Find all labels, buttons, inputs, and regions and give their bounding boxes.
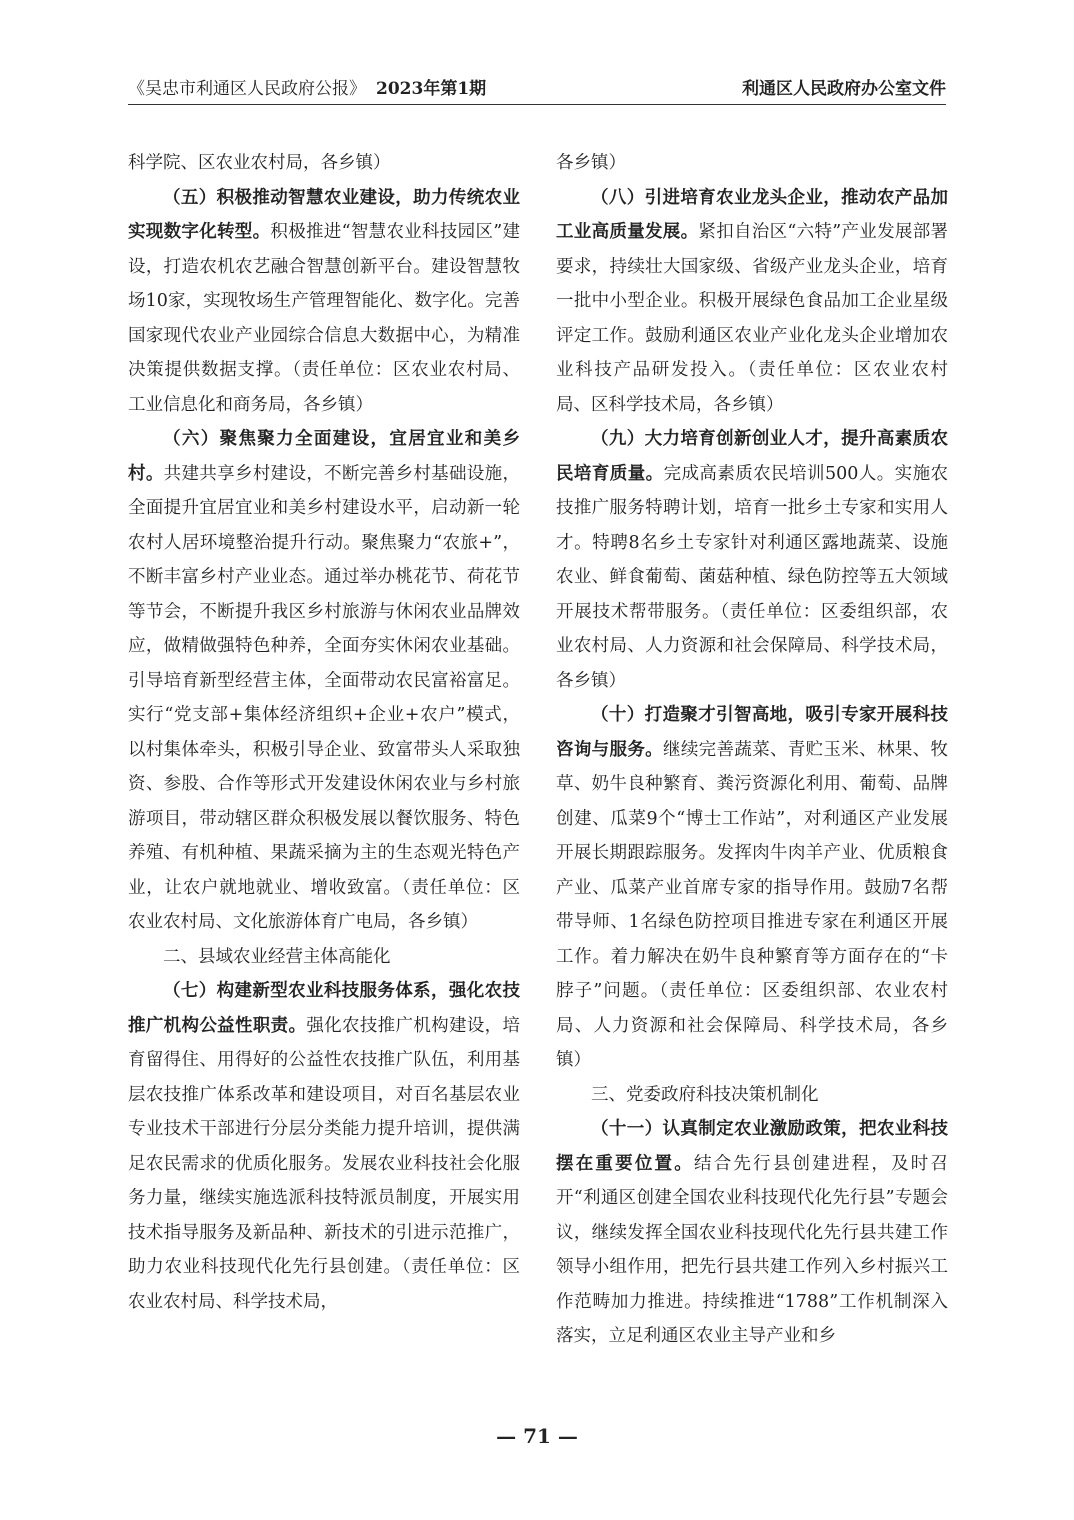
paragraph (128, 422, 520, 940)
page-number: — 71 — (496, 1424, 578, 1448)
section-heading: 三、党委政府科技决策机制化 (591, 1084, 819, 1105)
right-column (556, 146, 948, 1354)
paragraph (128, 181, 520, 423)
item-heading: （十一）认真制定农业激励政策，把农业科技摆在重要位置。 (556, 1119, 948, 1174)
office-label: 利通区人民政府办公室文件 (742, 79, 946, 99)
left-column (128, 146, 520, 1319)
item-body: 完成高素质农民培训500人。实施农技推广服务特聘计划，培育一批乡土专家和实用人才。特聘8名乡土专家针对利通区露地蔬菜、设施农业、鲜食葡萄、菌菇种植、绿色防控等五大领域开展技术帮带服务。（责任单位：区委组织部，农业农村局、人力资源和社会保障局、科学技术局，各乡镇） (556, 463, 948, 691)
paragraph (128, 974, 520, 1319)
item-heading: （七）构建新型农业科技服务体系，强化农技推广机构公益性职责。 (128, 981, 520, 1036)
item-body: 紧扣自治区“六特”产业发展部署要求，持续壮大国家级、省级产业龙头企业，培育一批中小型企业。积极开展绿色食品加工企业星级评定工作。鼓励利通区农业产业化龙头企业增加农业科技产品研发投入。（责任单位：区农业农村局、区科学技术局，各乡镇） (556, 222, 948, 415)
paragraph (556, 181, 948, 423)
paragraph (556, 698, 948, 1078)
paragraph (556, 422, 948, 698)
paragraph: 科学院、区农业农村局，各乡镇） (128, 153, 391, 173)
item-body: 继续完善蔬菜、青贮玉米、林果、牧草、奶牛良种繁育、粪污资源化利用、葡萄、品牌创建、瓜菜9个“博士工作站”，对利通区产业发展开展长期跟踪服务。发挥肉牛肉羊产业、优质粮食产业、瓜菜产业首席专家的指导作用。鼓励7名帮带导师、1名绿色防控项目推进专家在利通区开展工作。着力解决在奶牛良种繁育等方面存在的“卡脖子”问题。（责任单位：区委组织部、农业农村局、人力资源和社会保障局、科学技术局，各乡镇） (556, 739, 948, 1070)
item-heading: （六）聚焦聚力全面建设，宜居宜业和美乡村。 (128, 429, 520, 484)
item-body: 积极推进“智慧农业科技园区”建设，打造农机农艺融合智慧创新平台。建设智慧牧场10家，实现牧场生产管理智能化、数字化。完善国家现代农业产业园综合信息大数据中心，为精准决策提供数据支撑。（责任单位：区农业农村局、工业信息化和商务局，各乡镇） (128, 222, 520, 415)
issue-label: 2023年第1期 (376, 79, 487, 99)
page-header (128, 74, 946, 102)
header-divider (128, 104, 946, 105)
item-heading: （五）积极推动智慧农业建设，助力传统农业实现数字化转型。 (128, 187, 520, 242)
section-heading: 二、县域农业经营主体高能化 (163, 946, 391, 967)
paragraph (556, 1112, 948, 1354)
bulletin-title: 《吴忠市利通区人民政府公报》 (128, 79, 366, 99)
item-body: 强化农技推广机构建设，培育留得住、用得好的公益性农技推广队伍，利用基层农技推广体系改革和建设项目，对百名基层农业专业技术干部进行分层分类能力提升培训，提供满足农民需求的优质化服务。发展农业科技社会化服务力量，继续实施选派科技特派员制度，开展实用技术指导服务及新品种、新技术的引进示范推广，助力农业科技现代化先行县创建。（责任单位：区农业农村局、科学技术局， (128, 1015, 521, 1312)
item-heading: （十）打造聚才引智高地，吸引专家开展科技咨询与服务。 (556, 705, 948, 760)
item-heading: （八）引进培育农业龙头企业，推动农产品加工业高质量发展。 (556, 187, 948, 242)
item-heading: （九）大力培育创新创业人才，提升高素质农民培育质量。 (556, 429, 948, 484)
header-left (128, 74, 486, 99)
paragraph: 各乡镇） (556, 153, 626, 173)
item-body: 共建共享乡村建设，不断完善乡村基础设施，全面提升宜居宜业和美乡村建设水平，启动新一轮农村人居环境整治提升行动。聚焦聚力“农旅+”，不断丰富乡村产业业态。通过举办桃花节、荷花节等节会，不断提升我区乡村旅游与休闲农业品牌效应，做精做强特色种养，全面夯实休闲农业基础。引导培育新型经营主体，全面带动农民富裕富足。实行“党支部+集体经济组织+企业+农户”模式，以村集体牵头，积极引导企业、致富带头人采取独资、参股、合作等形式开发建设休闲农业与乡村旅游项目，带动辖区群众积极发展以餐饮服务、特色养殖、有机种植、果蔬采摘为主的生态观光特色产业，让农户就地就业、增收致富。（责任单位：区农业农村局、文化旅游体育广电局，各乡镇） (128, 463, 521, 932)
item-body: 结合先行县创建进程，及时召开“利通区创建全国农业科技现代化先行县”专题会议，继续发挥全国农业科技现代化先行县共建工作领导小组作用，把先行县共建工作列入乡村振兴工作范畴加力推进。持续推进“1788”工作机制深入落实，立足利通区农业主导产业和乡 (556, 1153, 949, 1346)
